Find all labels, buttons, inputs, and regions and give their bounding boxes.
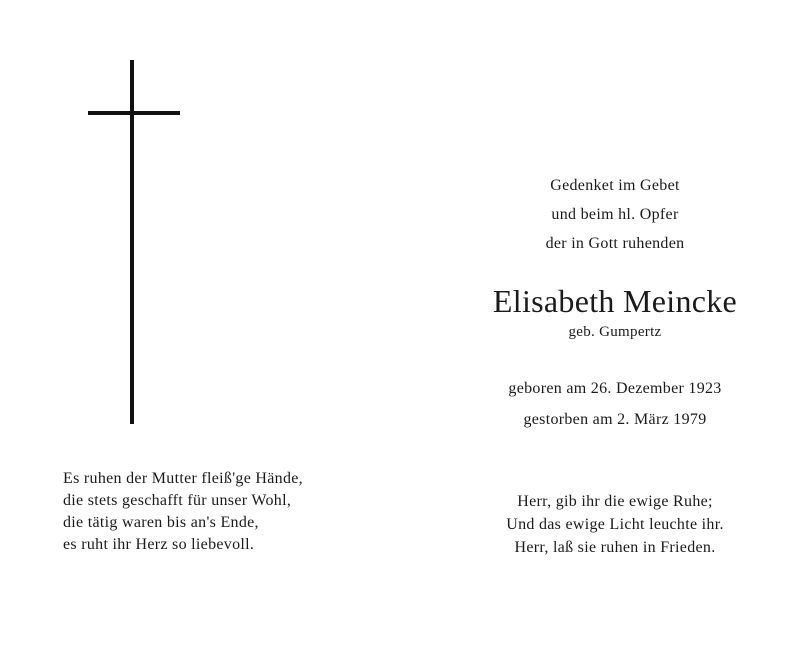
- prayer-line: Herr, gib ihr die ewige Ruhe;: [517, 493, 713, 510]
- cross-horizontal-beam: [88, 111, 180, 115]
- intro-line: und beim hl. Opfer: [551, 206, 679, 223]
- deceased-name: Elisabeth Meincke: [492, 283, 738, 319]
- prayer-text: [440, 490, 790, 559]
- verse-line: die tätig waren bis an's Ende,: [63, 514, 259, 531]
- memorial-verse: [63, 468, 383, 556]
- maiden-name: geb. Gumpertz: [568, 324, 662, 340]
- verse-line: es ruht ihr Herz so liebevoll.: [63, 536, 255, 553]
- birth-date: geboren am 26. Dezember 1923: [508, 380, 722, 397]
- intro-text: [440, 171, 790, 258]
- intro-line: der in Gott ruhenden: [545, 235, 685, 252]
- verse-line: die stets geschafft für unser Wohl,: [63, 492, 292, 509]
- intro-line: Gedenket im Gebet: [550, 177, 680, 194]
- prayer-line: Herr, laß sie ruhen in Frieden.: [514, 539, 716, 556]
- life-dates: [440, 373, 790, 435]
- death-date: gestorben am 2. März 1979: [523, 411, 707, 428]
- verse-line: Es ruhen der Mutter fleiß'ge Hände,: [63, 470, 303, 487]
- prayer-line: Und das ewige Licht leuchte ihr.: [506, 516, 724, 533]
